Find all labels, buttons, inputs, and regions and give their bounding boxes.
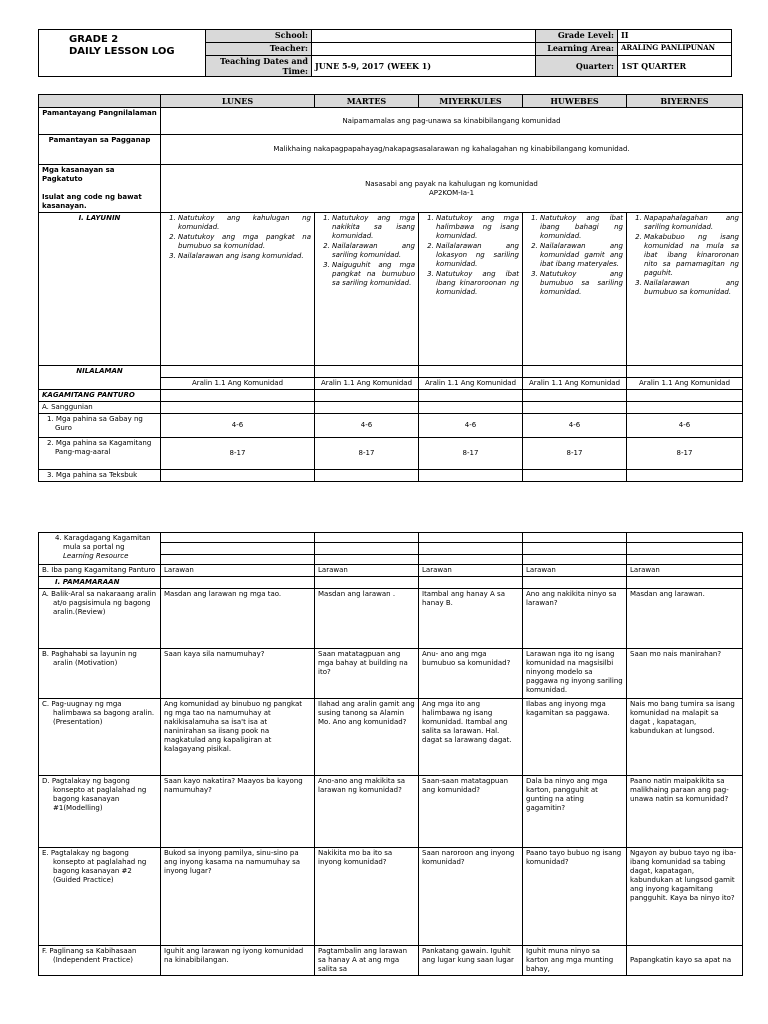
- procedure-label: D. Pagtalakay ng bagong konsepto at paglalahad ng bagong kasanayan #1(Modelling): [39, 776, 161, 848]
- objective-item: 3. Nailalarawan ang isang komunidad.: [178, 252, 311, 261]
- objective-item: 3. Natutukoy ang ibat ibang kinaroroonan ng komunidad.: [436, 270, 519, 297]
- procedure-value: Itambal ang hanay A sa hanay B.: [419, 589, 523, 649]
- procedure-value: Saan-saan matatagpuan ang komunidad?: [419, 776, 523, 848]
- gabay-label: 1. Mga pahina sa Gabay ng Guro: [39, 414, 161, 438]
- iba-value: Larawan: [523, 565, 627, 577]
- corner-cell: [39, 95, 161, 108]
- pagganap-value: Malikhaing nakapagpapahayag/nakapagsasalarawan ng kahalagahan ng kinabibilangang komunidad.: [161, 135, 743, 165]
- procedure-value: Anu- ano ang mga bumubuo sa komunidad?: [419, 649, 523, 699]
- layunin-label: I. LAYUNIN: [39, 213, 161, 366]
- day-header: BIYERNES: [627, 95, 743, 108]
- objective-item: 1. Napapahalagahan ang sariling komunidad.: [644, 214, 739, 232]
- objective-item: 2. Nailalarawan ang sariling komunidad.: [332, 242, 415, 260]
- nilalaman-value: Aralin 1.1 Ang Komunidad: [315, 378, 419, 390]
- objective-item: 2. Makabubuo ng isang komunidad na mula sa ibat ibang kinaroronan nito sa pamamagitan ng paguhit.: [644, 233, 739, 278]
- procedure-value: Masdan ang larawan .: [315, 589, 419, 649]
- layunin-cell: [419, 213, 523, 366]
- iba-value: Larawan: [161, 565, 315, 577]
- gabay-pages: 4-6: [627, 414, 743, 438]
- objective-item: 1. Natutukoy ang mga halimbawa ng isang komunidad.: [436, 214, 519, 241]
- layunin-cell: [523, 213, 627, 366]
- layunin-cell: [627, 213, 743, 366]
- procedure-value: Saan kaya sila namumuhay?: [161, 649, 315, 699]
- day-header: HUWEBES: [523, 95, 627, 108]
- gabay-pages: 4-6: [419, 414, 523, 438]
- day-header: LUNES: [161, 95, 315, 108]
- procedure-value: Pankatang gawain. Iguhit ang lugar kung saan lugar: [419, 946, 523, 976]
- procedure-value: Saan naroroon ang inyong komunidad?: [419, 848, 523, 946]
- objective-item: 3. Naiguguhit ang mga pangkat na bumubuo sa sariling komunidad.: [332, 261, 415, 288]
- procedure-value: Ang mga ito ang halimbawa ng isang komunidad. Itambal ang salita sa larawan. Hal. dagat sa larawang dagat.: [419, 699, 523, 776]
- procedure-label: A. Balik-Aral sa nakaraang aralin at/o pagsisimula ng bagong aralin.(Review): [39, 589, 161, 649]
- nilalaman-value: Aralin 1.1 Ang Komunidad: [523, 378, 627, 390]
- karagdagan-label-italic: Learning Resource: [63, 552, 129, 560]
- karagdagan-label-cell: [39, 533, 161, 565]
- header-table: [38, 29, 732, 77]
- nilalaman-label: NILALAMAN: [39, 366, 161, 390]
- kasanayan-sub: Isulat ang code ng bawat kasanayan.: [42, 193, 142, 210]
- objective-item: 2. Nailalarawan ang komunidad gamit ang ibat ibang materyales.: [540, 242, 623, 269]
- day-header: MARTES: [315, 95, 419, 108]
- pagganap-label: Pamantayan sa Pagganap: [39, 135, 161, 165]
- lesson-log-table: [38, 94, 743, 482]
- procedure-value: Bukod sa inyong pamilya, sinu-sino pa ang inyong kasama na namumuhay sa inyong lugar?: [161, 848, 315, 946]
- dates-label: Teaching Dates and Time:: [206, 56, 312, 77]
- iba-value: Larawan: [627, 565, 743, 577]
- learning-area-label: Learning Area:: [536, 43, 618, 56]
- procedure-label: F. Paglinang sa Kabihasaan (Independent Practice): [39, 946, 161, 976]
- procedure-value: Ngayon ay bubuo tayo ng iba-ibang komunidad sa tabing dagat, kapatagan, kabundukan at lungsod gamit ang inyong kagamitang pangguhit. Kaya ba ninyo ito?: [627, 848, 743, 946]
- grade-level-label: Grade Level:: [536, 30, 618, 43]
- procedure-label: C. Pag-uugnay ng mga halimbawa sa bagong aralin. (Presentation): [39, 699, 161, 776]
- kagamitan-pages: 8-17: [161, 438, 315, 470]
- procedure-value: Saan kayo nakatira? Maayos ba kayong namumuhay?: [161, 776, 315, 848]
- kagamitan-pages: 8-17: [523, 438, 627, 470]
- kasanayan-value-cell: [161, 165, 743, 213]
- procedure-value: Ang komunidad ay binubuo ng pangkat ng mga tao na namumuhay at nakikisalamuha sa isa't isa at naninirahan sa iisang pook na magkatulad ang kapaligiran at kalagayang pisikal.: [161, 699, 315, 776]
- sanggunian-label: A. Sanggunian: [39, 402, 161, 414]
- procedure-value: Nakikita mo ba ito sa inyong komunidad?: [315, 848, 419, 946]
- procedure-value: Ilahad ang aralin gamit ang susing tanong sa Alamin Mo. Ano ang komunidad?: [315, 699, 419, 776]
- procedure-value: Larawan nga ito ng isang komunidad na magsisilbi ninyong modelo sa paggawa ng inyong sariling komunidad.: [523, 649, 627, 699]
- gabay-pages: 4-6: [523, 414, 627, 438]
- kagamitang-label: 2. Mga pahina sa Kagamitang Pang-mag-aaral: [39, 438, 161, 470]
- kagamitan-label: KAGAMITANG PANTURO: [39, 390, 161, 402]
- nilalaman-value: Aralin 1.1 Ang Komunidad: [419, 378, 523, 390]
- gabay-pages: 4-6: [161, 414, 315, 438]
- nilalaman-value: Aralin 1.1 Ang Komunidad: [161, 378, 315, 390]
- kasanayan-code: AP2KOM-Ia-1: [428, 188, 475, 197]
- learning-area-value: ARALING PANLIPUNAN: [618, 43, 732, 56]
- procedure-value: Paano tayo bubuo ng isang komunidad?: [523, 848, 627, 946]
- dates-value: JUNE 5-9, 2017 (WEEK 1): [312, 56, 536, 77]
- procedure-value: Masdan ang larawan ng mga tao.: [161, 589, 315, 649]
- header-title: [39, 30, 206, 77]
- objective-item: 3. Natutukoy ang bumubuo sa sariling komunidad.: [540, 270, 623, 297]
- kasanayan-value: Nasasabi ang payak na kahulugan ng komunidad: [365, 179, 538, 188]
- grade-level-value: II: [618, 30, 732, 43]
- procedure-value: Dala ba ninyo ang mga karton, pangguhit at gunting na ating gagamitin?: [523, 776, 627, 848]
- grade-title: GRADE 2: [69, 34, 119, 45]
- school-field[interactable]: [312, 30, 536, 43]
- procedure-label: B. Paghahabi sa layunin ng aralin (Motivation): [39, 649, 161, 699]
- kasanayan-label: Mga kasanayan sa Pagkatuto: [42, 166, 115, 183]
- procedure-value: Paano natin maipakikita sa malikhaing paraan ang pag-unawa natin sa komunidad?: [627, 776, 743, 848]
- teksbuk-label: 3. Mga pahina sa Teksbuk: [39, 470, 161, 482]
- iba-value: Larawan: [419, 565, 523, 577]
- procedure-value: Saan matatagpuan ang mga bahay at building na ito?: [315, 649, 419, 699]
- kagamitan-pages: 8-17: [627, 438, 743, 470]
- procedure-value: Papangkatin kayo sa apat na: [627, 946, 743, 976]
- objective-item: 1. Natutukoy ang mga nakikita sa isang komunidad.: [332, 214, 415, 241]
- kagamitan-pages: 8-17: [419, 438, 523, 470]
- kagamitan-pages: 8-17: [315, 438, 419, 470]
- kasanayan-label-cell: [39, 165, 161, 213]
- procedure-label: E. Pagtalakay ng bagong konsepto at paglalahad ng bagong kasanayan #2 (Guided Practice): [39, 848, 161, 946]
- nilalaman-value: Aralin 1.1 Ang Komunidad: [627, 378, 743, 390]
- pamantayang-value: Naipamamalas ang pag-unawa sa kinabibilangang komunidad: [161, 108, 743, 135]
- teacher-label: Teacher:: [206, 43, 312, 56]
- objective-item: 1. Natutukoy ang ibat ibang bahagi ng komunidad.: [540, 214, 623, 241]
- procedure-value: Ilabas ang inyong mga kagamitan sa paggawa.: [523, 699, 627, 776]
- pamamaraan-label: I. PAMAMARAAN: [39, 577, 161, 589]
- teacher-field[interactable]: [312, 43, 536, 56]
- procedure-table: [38, 532, 743, 976]
- gabay-pages: 4-6: [315, 414, 419, 438]
- layunin-cell: [315, 213, 419, 366]
- day-header: MIYERKULES: [419, 95, 523, 108]
- procedure-value: Ano ang nakikita ninyo sa larawan?: [523, 589, 627, 649]
- objective-item: 2. Nailalarawan ang lokasyon ng sariling komunidad.: [436, 242, 519, 269]
- iba-value: Larawan: [315, 565, 419, 577]
- dll-title: DAILY LESSON LOG: [69, 46, 175, 57]
- objective-item: 1. Natutukoy ang kahulugan ng komunidad.: [178, 214, 311, 232]
- procedure-value: Masdan ang larawan.: [627, 589, 743, 649]
- layunin-cell: [161, 213, 315, 366]
- procedure-value: Iguhit ang larawan ng iyong komunidad na kinabibilangan.: [161, 946, 315, 976]
- school-label: School:: [206, 30, 312, 43]
- iba-label: B. Iba pang Kagamitang Panturo: [39, 565, 161, 577]
- quarter-value: 1ST QUARTER: [618, 56, 732, 77]
- procedure-value: Pagtambalin ang larawan sa hanay A at ang mga salita sa: [315, 946, 419, 976]
- procedure-value: Iguhit muna ninyo sa karton ang mga munting bahay,: [523, 946, 627, 976]
- procedure-value: Ano-ano ang makikita sa larawan ng komunidad?: [315, 776, 419, 848]
- objective-item: 2. Natutukoy ang mga pangkat na bumubuo sa komunidad.: [178, 233, 311, 251]
- quarter-label: Quarter:: [536, 56, 618, 77]
- pamantayang-label: Pamantayang Pangnilalaman: [39, 108, 161, 135]
- procedure-value: Nais mo bang tumira sa isang komunidad na malapit sa dagat , kapatagan, kabundukan at lungsod.: [627, 699, 743, 776]
- objective-item: 3. Nailalarawan ang bumubuo sa komunidad.: [644, 279, 739, 297]
- procedure-value: Saan mo nais manirahan?: [627, 649, 743, 699]
- karagdagan-label: 4. Karagdagang Kagamitan mula sa portal ng: [55, 534, 151, 551]
